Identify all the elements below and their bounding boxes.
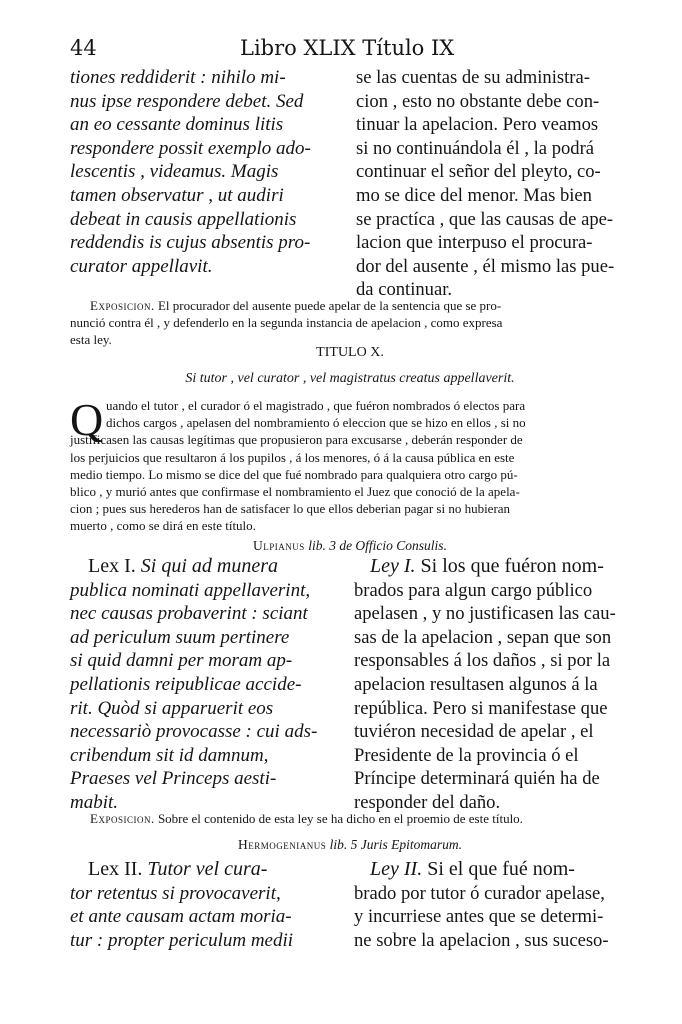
exposicion-note-1	[70, 297, 502, 349]
text-line: nunció contra él , y defenderlo en la segunda instancia de apelacion , como expresa	[70, 315, 503, 331]
text-line: an eo cessante dominus litis	[70, 114, 284, 136]
text-line: si quid damni per moram ap-	[70, 650, 293, 672]
text-line: responsables á los daños , si por la	[354, 650, 611, 672]
text-line: mabit.	[70, 791, 119, 813]
text-line: Tutor vel cura-	[142, 858, 268, 880]
page-header	[70, 36, 630, 66]
text-line: uando el tutor , el curador ó el magistrado , que fuéron nombrados ó electos para	[106, 398, 526, 413]
text-line: Presidente de la provincia ó el	[354, 744, 579, 766]
text-line: debeat in causis appellationis	[70, 208, 297, 230]
text-line: Príncipe determinará quién ha de	[354, 768, 600, 790]
text-line: medio tiempo. Lo mismo se dice del que fué nombrado para qualquiera otro cargo pú-	[70, 466, 518, 482]
text-line: brados para algun cargo público	[354, 579, 593, 601]
text-line: tuviéron necesidad de apelar , el	[354, 721, 594, 743]
ley-label: Ley I.	[370, 555, 416, 577]
lex-label: Lex II.	[88, 858, 143, 880]
text-line: nec causas probaverint : sciant	[70, 603, 308, 625]
text-line: et ante causam actam moria-	[70, 906, 292, 928]
exposicion-label: Exposicion.	[90, 298, 155, 313]
text-line: El procurador del ausente puede apelar de la sentencia que se pro-	[154, 298, 502, 313]
latin-column-lex-2	[70, 858, 294, 952]
exposicion-note-2	[70, 810, 523, 827]
text-line: tor retentus si provocaverit,	[70, 882, 281, 904]
text-line: brado por tutor ó curador apelase,	[354, 882, 605, 904]
titulo-summary	[70, 394, 526, 535]
text-line: cion ; pues sus herederos han de satisfacer lo que ellos deberian pagar si no hubieran	[70, 501, 511, 517]
text-line: sas de la apelacion , sepan que son	[354, 626, 612, 648]
text-line: se las cuentas de su administra-	[356, 67, 590, 88]
ley-label: Ley II.	[370, 858, 423, 880]
text-line: ad periculum suum pertinere	[70, 626, 290, 648]
text-line: apelasen , y no justificasen las cau-	[354, 603, 616, 625]
text-line: rit. Quòd si apparuerit eos	[70, 697, 274, 719]
source-citation-1	[70, 538, 630, 554]
text-line: tinuar la apelacion. Pero veamos	[356, 114, 599, 136]
text-line: pellationis reipublicae accide-	[70, 673, 302, 695]
text-line: Praeses vel Princeps aesti-	[70, 768, 277, 790]
source-work: lib. 3 de Officio Consulis.	[304, 538, 447, 553]
text-line: publica nominati appellaverint,	[70, 579, 311, 601]
text-line: nus ipse respondere debet. Sed	[70, 90, 304, 112]
text-line: lescentis , videamus. Magis	[70, 161, 279, 183]
text-line: apelacion resultasen algunos á la	[354, 673, 598, 695]
text-line: muerto , como se dirá en este título.	[70, 518, 256, 534]
text-line: ne sobre la apelacion , sus suceso-	[354, 929, 609, 951]
text-line: cribendum sit id damnum,	[70, 744, 269, 766]
text-line: Si el que fué nom-	[422, 858, 575, 880]
text-line: reddendis is cujus absentis pro-	[70, 232, 311, 254]
text-line: responder del daño.	[354, 791, 501, 813]
running-title: Libro XLIX Título IX	[240, 36, 455, 60]
text-line: Si los que fuéron nom-	[415, 555, 604, 577]
source-citation-2	[70, 837, 630, 853]
section-heading: TITULO X.	[316, 345, 384, 360]
source-work: lib. 5 Juris Epitomarum.	[326, 837, 462, 852]
source-author: Hermogenianus	[237, 837, 327, 852]
page-number: 44	[70, 36, 97, 60]
drop-cap: Q	[70, 394, 104, 445]
text-line: blico , y murió antes que confirmase el nombramiento el Juez que conoció de la apela-	[70, 483, 520, 499]
text-line: y incurriese antes que se determi-	[354, 906, 604, 928]
lex-label: Lex I.	[88, 555, 136, 577]
spanish-column-1	[356, 66, 614, 302]
spanish-column-ley-2	[354, 858, 609, 952]
text-line: república. Pero si manifestase que	[354, 697, 608, 719]
text-line: tamen observatur , ut audiri	[70, 184, 284, 206]
latin-column-1	[70, 66, 311, 278]
exposicion-label: Exposicion.	[90, 811, 155, 826]
latin-column-lex-1	[70, 555, 318, 815]
text-line: cion , esto no obstante debe con-	[356, 90, 600, 112]
text-line: necessariò provocasse : cui ads-	[70, 721, 318, 743]
text-line: dor del ausente , él mismo las pue-	[356, 255, 615, 277]
text-line: continuar el señor del pleyto, co-	[356, 161, 601, 183]
text-line: tur : propter periculum medii	[70, 929, 294, 951]
text-line: Si qui ad munera	[135, 555, 278, 577]
text-line: lacion que interpuso el procura-	[356, 232, 593, 254]
text-line: da continuar.	[356, 279, 453, 301]
spanish-column-ley-1	[354, 555, 616, 815]
text-line: los perjuicios que resultaron á los pupilos , á los menores, ó á la causa pública en este	[70, 449, 515, 465]
text-line: tiones reddiderit : nihilo mi-	[70, 67, 286, 88]
text-line: justificasen las causas legítimas que propusieron para excusarse , deberán responder de	[70, 432, 523, 448]
text-line: si no continuándola él , la podrá	[356, 137, 595, 159]
source-author: Ulpianus	[253, 538, 305, 553]
text-line: curator appellavit.	[70, 255, 213, 277]
text-line: respondere possit exemplo ado-	[70, 137, 311, 159]
section-subtitle: Si tutor , vel curator , vel magistratus creatus appellaverit.	[185, 371, 515, 386]
text-line: se practíca , que las causas de ape-	[356, 208, 614, 230]
text-line: esta ley.	[70, 332, 112, 348]
text-line: dichos cargos , apelasen del nombramiento ó eleccion que se hizo en ellos , si no	[106, 415, 526, 431]
text-line: Sobre el contenido de esta ley se ha dicho en el proemio de este título.	[154, 811, 523, 826]
text-line: mo se dice del menor. Mas bien	[356, 184, 592, 206]
